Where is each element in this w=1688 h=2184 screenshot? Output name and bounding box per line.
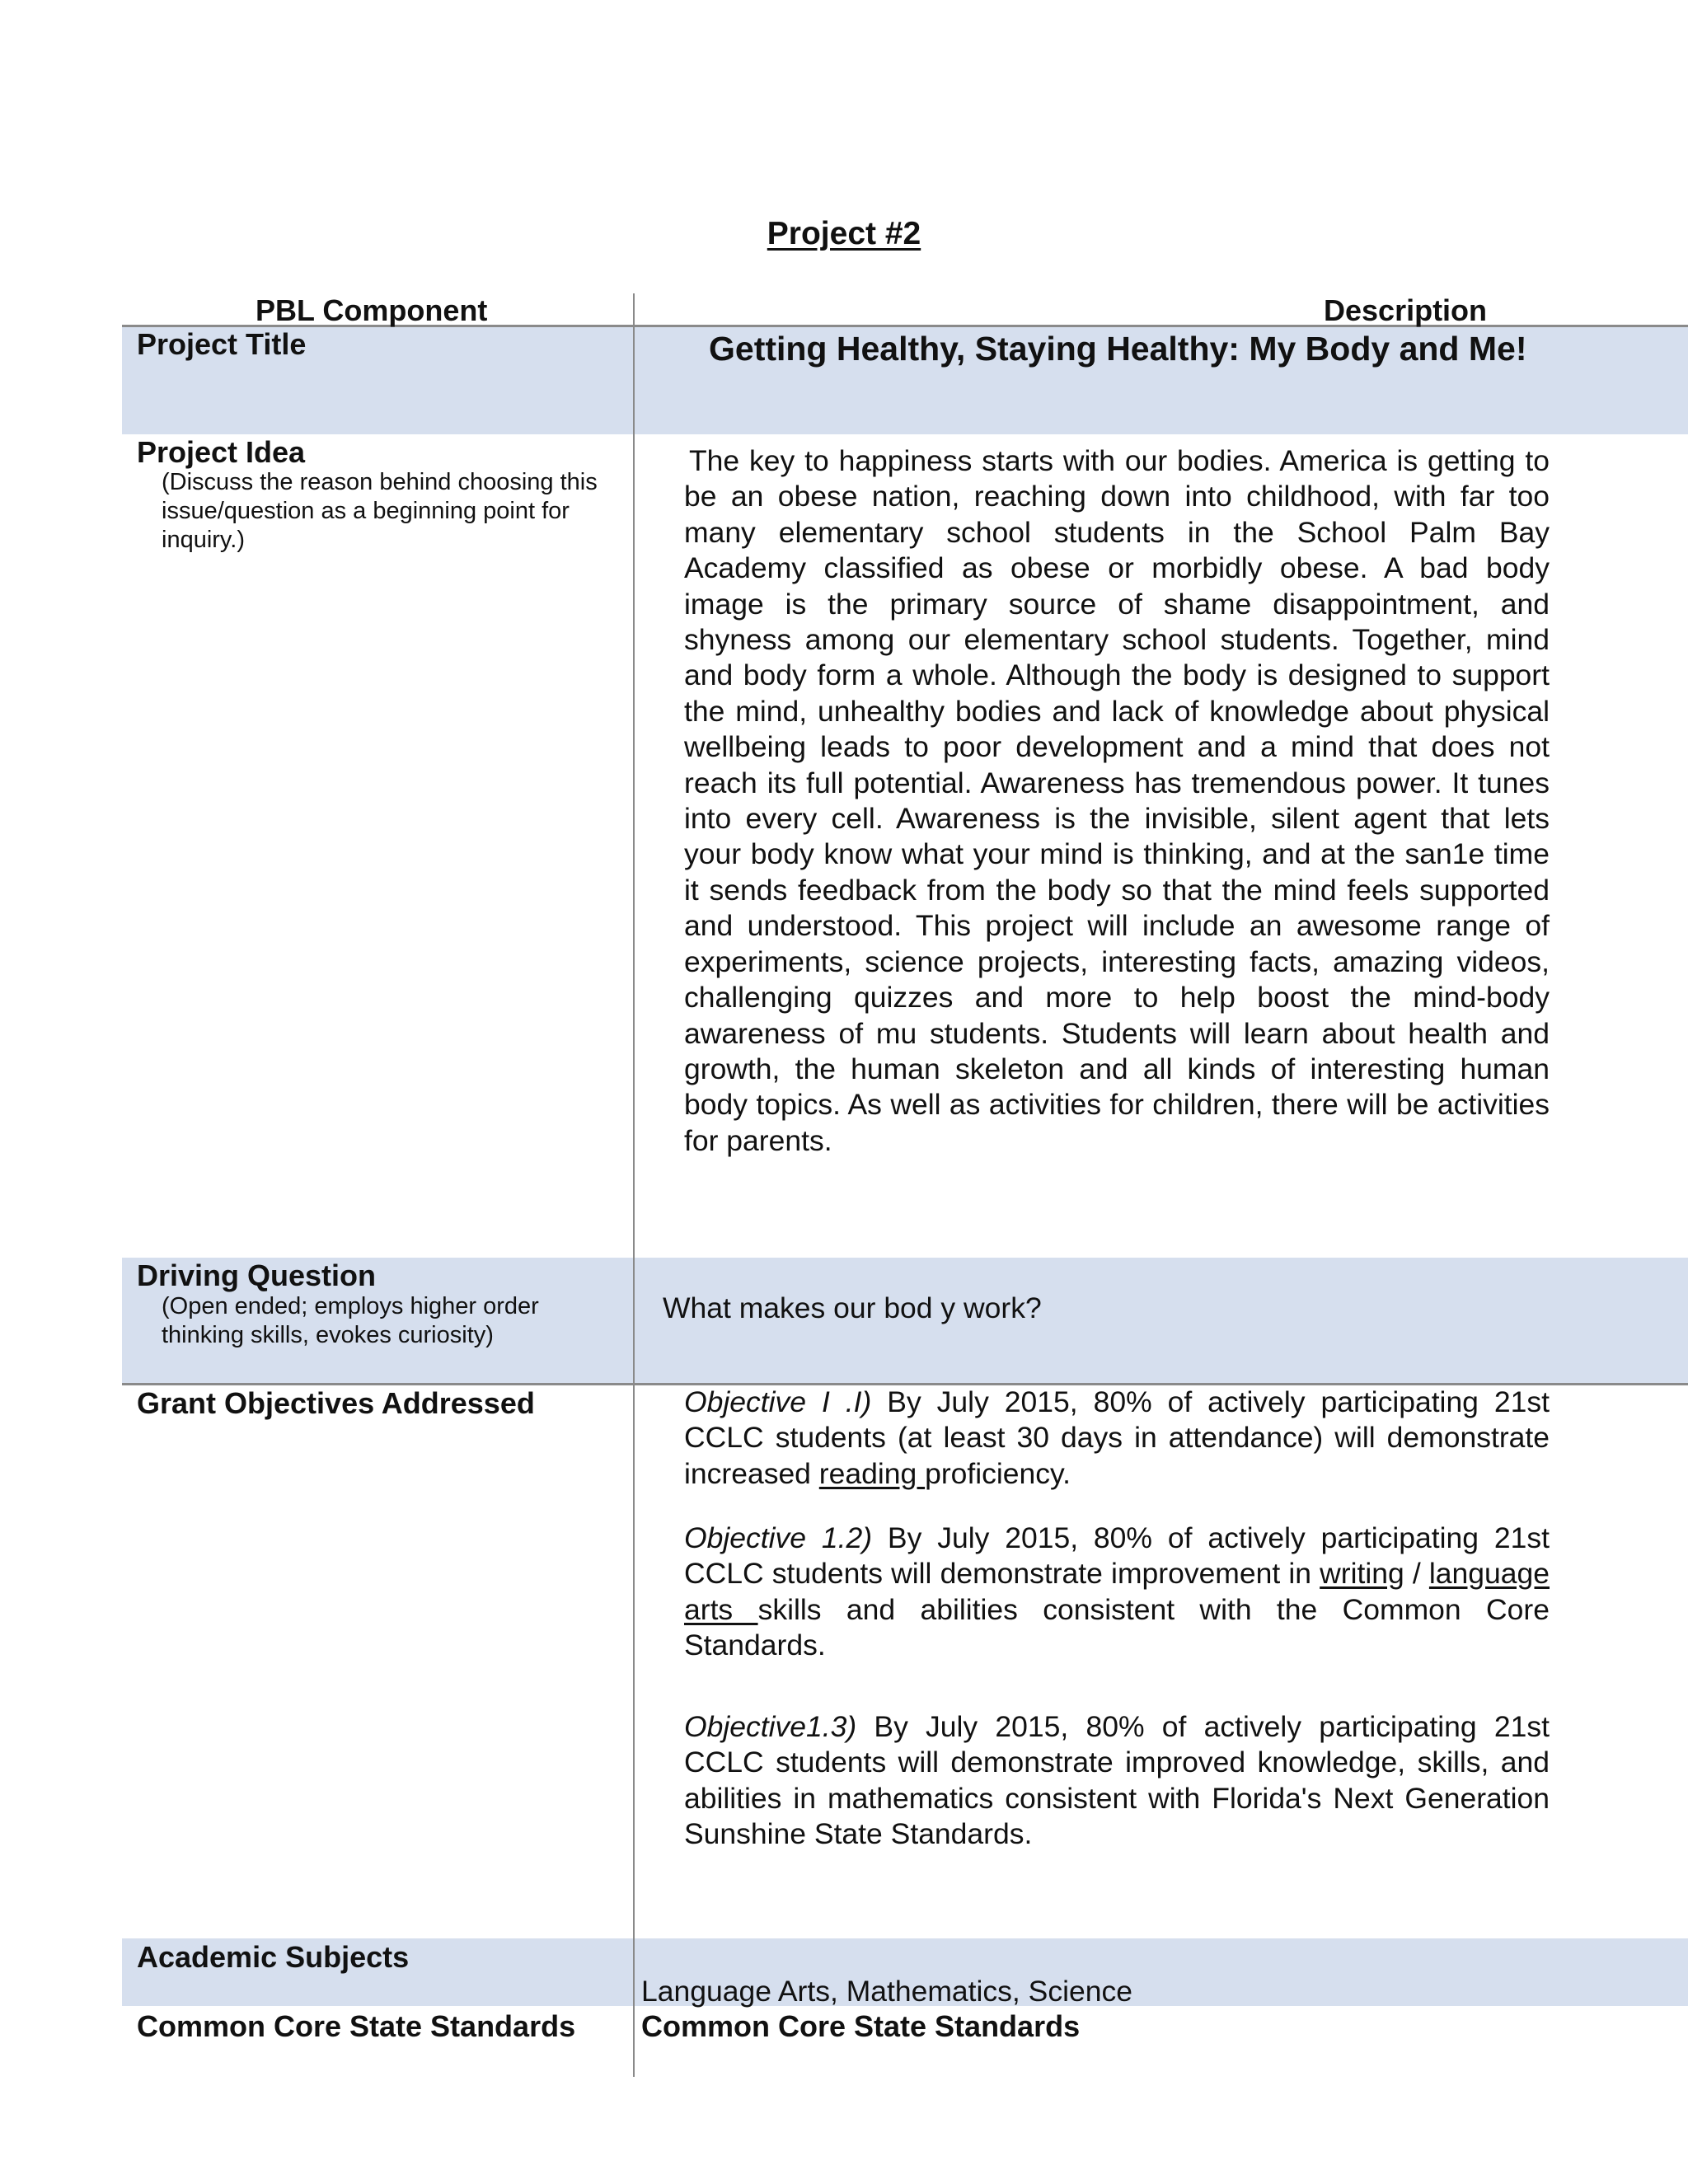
project-title-value: Getting Healthy, Staying Healthy: My Body and Me! (709, 330, 1527, 368)
objective-1-1-end: proficiency. (925, 1456, 1071, 1490)
objective-1-1-name: Objective I .I) (684, 1385, 872, 1418)
objective-1-3-name: Objective1.3) (684, 1710, 857, 1743)
column-divider (633, 293, 635, 2077)
objective-1-1-underlined: reading (818, 1456, 926, 1490)
academic-subjects-label: Academic Subjects (137, 1940, 410, 1974)
objective-1-2-name: Objective 1.2) (684, 1521, 873, 1554)
objective-1-2-slash: / (1404, 1557, 1429, 1591)
common-core-label: Common Core State Standards (137, 2009, 576, 2043)
project-idea-note: (Discuss the reason behind choosing this issue/question as a beginning point for inquiry.) (162, 469, 598, 553)
header-description: Description (1324, 293, 1488, 327)
academic-subjects-value: Language Arts, Mathematics, Science (641, 1975, 1132, 2008)
objective-1-1-text: By July 2015, 80% of actively participating 21st CCLC students (at least 30 days in attendance) will demonstrate increased (684, 1385, 1550, 1490)
objective-1-2-underlined-writing: writing (1320, 1557, 1404, 1591)
objective-1-2-text: By July 2015, 80% of actively participating 21st CCLC students will demonstrate improvement in (684, 1521, 1550, 1591)
objective-1-1 (684, 1385, 1550, 1492)
driving-question-label: Driving Question (137, 1258, 377, 1292)
project-idea-label: Project Idea (137, 435, 306, 469)
project-idea-paragraph: The key to happiness starts with our bodies. America is getting to be an obese nation, reaching down into childhood, with far too many elementary school students in the School Palm Bay Academy classified as obese or morbidly obese. A bad body image is the primary source of shame disappointment, and shyness among our elementary school students. Together, mind and body form a whole. Although the body is designed to support the mind, unhealthy bodies and lack of knowledge about physical wellbeing leads to poor development and a mind that does not reach its full potential. Awareness has tremendous power. It tunes into every cell. Awareness is the invisible, silent agent that lets your body know what your mind is thinking, and at the san1e time it sends feedback from the body so that the mind feels supported and understood. This project will include an awesome range of experiments, science projects, interesting facts, amazing videos, challenging quizzes and more to help boost the mind-body awareness of mu students. Students will learn about health and growth, the human skeleton and all kinds of interesting human body topics. As well as activities for children, there will be activities for parents. (684, 444, 1550, 1157)
project-idea-text (684, 443, 1550, 1159)
driving-question-value: What makes our bod y work? (663, 1291, 1042, 1324)
grant-objectives-label: Grant Objectives Addressed (137, 1386, 535, 1420)
common-core-value: Common Core State Standards (641, 2009, 1081, 2043)
driving-question-note: (Open ended; employs higher order thinking skills, evokes curiosity) (162, 1293, 539, 1348)
objective-1-2-end: skills and abilities consistent with the Common Core Standards. (684, 1592, 1550, 1662)
header-pbl-component: PBL Component (256, 293, 488, 327)
objective-1-2 (684, 1521, 1550, 1664)
page-title: Project #2 (767, 216, 921, 251)
objective-1-2-underlined-language-arts: language arts (684, 1557, 1550, 1626)
project-title-label: Project Title (137, 327, 307, 361)
objective-1-3 (684, 1709, 1550, 1853)
objective-1-3-text: By July 2015, 80% of actively participating 21st CCLC students will demonstrate improved knowledge, skills, and abilities in mathematics consistent with Florida's Next Generation Sunshine State Standards. (684, 1710, 1550, 1851)
